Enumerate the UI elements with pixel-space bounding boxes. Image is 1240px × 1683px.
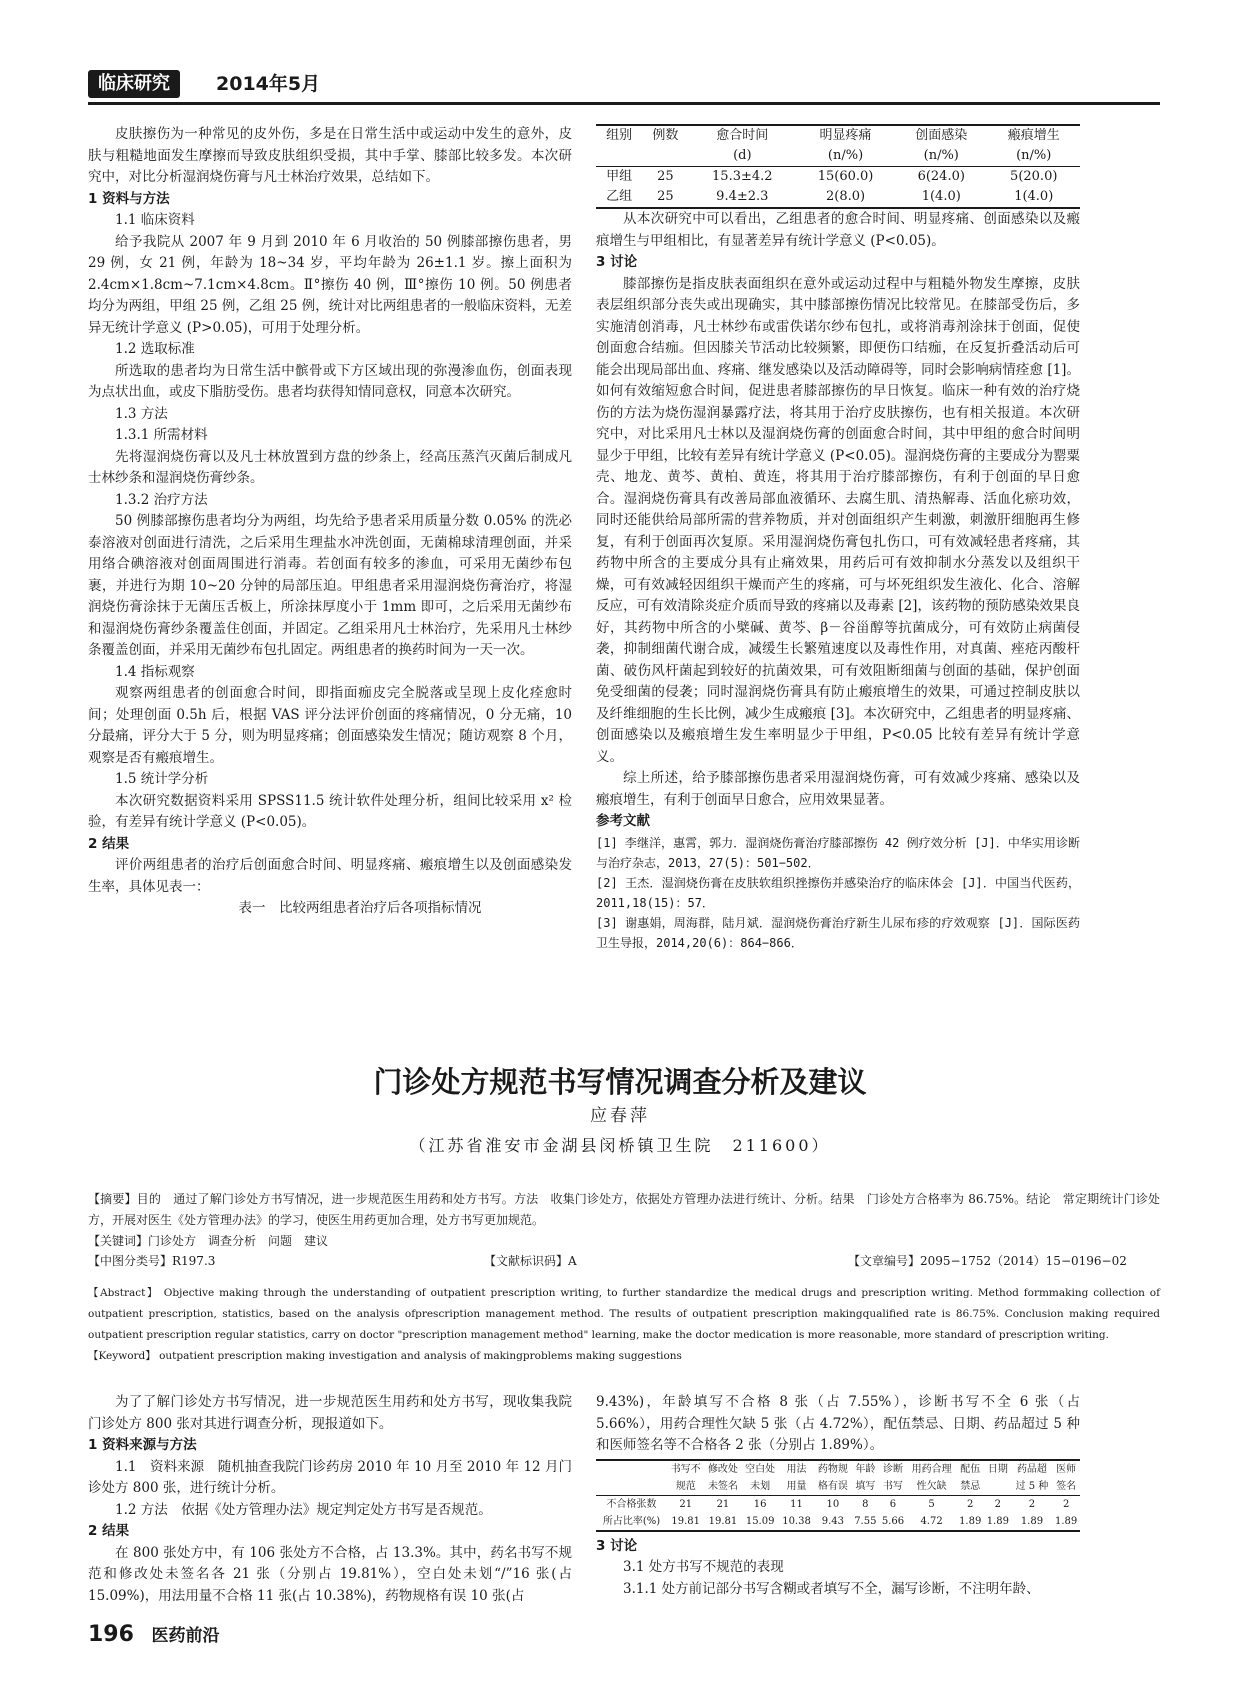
- table-header-cell: 明显疼痛: [796, 125, 895, 146]
- table-cell: 2: [967, 1498, 974, 1510]
- table-cell: 19.81: [704, 1513, 741, 1531]
- table-header-cell: 年龄: [852, 1460, 880, 1478]
- table-cell: 10: [826, 1498, 840, 1510]
- section-heading: 1 资料来源与方法: [88, 1437, 197, 1453]
- table-cell: 5.66: [879, 1513, 907, 1531]
- table-cell: 15.09: [742, 1513, 779, 1531]
- paragraph: 在 800 张处方中，有 106 张处方不合格，占 13.3%。其中，药名书写不规范和修改处未签名各 21 张（分别占 19.81%），空白处未划“/”16 张(占 15.09%)，用法用量不合格 11 张(占 10.38%)，药物规格有误 10 张(占: [88, 1544, 572, 1604]
- subsection-heading: 1.3.1 所需材料: [115, 427, 208, 443]
- table-row: [596, 187, 1080, 208]
- table-cell: 1.89: [1052, 1513, 1080, 1531]
- table-header-cell: 日期: [984, 1460, 1012, 1478]
- section-heading: 参考文献: [596, 813, 650, 829]
- page-footer: [88, 1621, 220, 1647]
- paragraph: 评价两组患者的治疗后创面愈合时间、明显疼痛、瘢痕增生以及创面感染发生率，具体见表一：: [88, 857, 572, 895]
- table-header-cell: 性欠缺: [907, 1478, 957, 1496]
- paragraph: 从本次研究中可以看出，乙组患者的愈合时间、明显疼痛、创面感染以及瘢痕增生与甲组相比，有显著差异有统计学意义 (P<0.05)。: [596, 211, 1080, 249]
- paragraph: 本次研究数据资料采用 SPSS11.5 统计软件处理分析，组间比较采用 x² 检验，有差异有统计学意义 (P<0.05)。: [88, 792, 572, 830]
- paragraph: 3.1 处方书写不规范的表现: [623, 1559, 784, 1575]
- section-heading: 3 讨论: [596, 1537, 638, 1554]
- keywords-en: 【Keyword】 outpatient prescription making investigation and analysis of makingproblems making suggestions: [88, 1350, 682, 1362]
- table-header-cell: 医师: [1052, 1460, 1080, 1478]
- page-number: 196: [88, 1622, 134, 1647]
- table-header-cell: [596, 1478, 667, 1496]
- table-cell: 21: [679, 1498, 693, 1510]
- article-number: 【文章编号】2095−1752（2014）15−0196−02: [848, 1254, 1127, 1268]
- paragraph: 综上所述，给予膝部擦伤患者采用湿润烧伤膏，可有效减少疼痛、感染以及瘢痕增生，有利于创面早日愈合，应用效果显著。: [596, 770, 1080, 808]
- section-heading: 2 结果: [88, 835, 130, 852]
- reference-item: [2] 王杰．湿润烧伤膏在皮肤软组织挫擦伤并感染治疗的临床体会 [J]．中国当代医药，2011,18(15)：57．: [596, 875, 1080, 910]
- table-cell: 2: [1062, 1498, 1070, 1510]
- table-cell: 1(4.0): [895, 187, 987, 208]
- table-header-cell: 规范: [667, 1478, 704, 1496]
- section-tag: 临床研究: [88, 70, 180, 98]
- paragraph: 为了了解门诊处方书写情况，进一步规范医生用药和处方书写，现收集我院门诊处方 800 张对其进行调查分析，现报道如下。: [88, 1394, 572, 1432]
- table-header-cell: [596, 1460, 667, 1478]
- table-row: [596, 1513, 1080, 1531]
- table-header-cell: 书写不: [667, 1460, 704, 1478]
- table-cell: 25: [657, 169, 674, 184]
- table-header-cell: 未签名: [704, 1478, 741, 1496]
- keywords-cn: 【关键词】门诊处方 调查分析 问题 建议: [88, 1234, 329, 1248]
- table-cell: 1(4.0): [987, 187, 1080, 208]
- paragraph: 膝部擦伤是指皮肤表面组织在意外或运动过程中与粗糙外物发生摩擦，皮肤表层组织部分丧失或出现确实，其中膝部擦伤情况比较常见。在膝部受伤后，多实施清创消毒，凡士林纱布或雷佚诺尔纱布包扎，或将消毒剂涂抹于创面，促使创面愈合结痂。但因膝关节活动比较频繁，即便伤口结痂，在反复折叠活动后可能会出现局部出血、疼痛、继发感染以及活动障碍等，同时会影响病情痊愈 [1]。如何有效缩短愈合时间，促进患者膝部擦伤的早日恢复。临床一种有效的治疗烧伤的方法为烧伤湿润暴露疗法，将其用于治疗皮肤擦伤，也有相关报道。本次研究中，对比采用凡士林以及湿润烧伤膏的创面愈合时间，其中甲组的愈合时间明显少于甲组，比较有差异有统计学意义 (P<0.05)。湿润烧伤膏的主要成分为罂粟壳、地龙、黄芩、黄柏、黄连，将其用于治疗膝部擦伤，有利于创面的早日愈合。湿润烧伤膏具有改善局部血液循环、去腐生肌、清热解毒、活血化瘀功效，同时还能供给局部所需的营养物质，并对创面组织产生刺激，刺激肝细胞再生修复，有利于创面再次复原。采用湿润烧伤膏包扎伤口，可有效减轻患者疼痛，其药物中所含的主要成分具有止痛效果，用药后可有效抑制水分蒸发以及组织干燥，可有效减轻因组织干燥而产生的疼痛，可与坏死组织发生液化、化合、溶解反应，可有效清除炎症介质而导致的疼痛以及毒素 [2]，该药物的预防感染效果良好，其药物中所含的小檗碱、黄芩、β－谷甾醇等抗菌成分，可有效防止病菌侵袭，抑制细菌代谢合成，减缓生长繁殖速度以及毒性作用，对真菌、痤疮丙酸杆菌、破伤风杆菌起到较好的抗菌效果，可有效阻断细菌与创面的基础，保护创面免受细菌的侵袭；同时湿润烧伤膏具有防止瘢痕增生的效果，可通过控制皮肤以及纤维细胞的生长比例，减少生成瘢痕 [3]。本次研究中，乙组患者的明显疼痛、创面感染以及瘢痕增生发生率明显少于甲组，P<0.05 比较有差异有统计学意义。: [596, 275, 1080, 765]
- subsection-heading: 1.4 指标观察: [115, 663, 195, 680]
- table-cell: 10.38: [779, 1513, 815, 1531]
- table-header-cell: 例数: [642, 125, 688, 146]
- header-rule: [88, 102, 1160, 105]
- table-caption: 表一 比较两组患者治疗后各项指标情况: [238, 900, 482, 916]
- table-header-cell: 组别: [596, 125, 642, 146]
- paragraph: 皮肤擦伤为一种常见的皮外伤，多是在日常生活中或运动中发生的意外，皮肤与粗糙地面发生摩擦而导致皮肤组织受损，其中手掌、膝部比较多发。本次研究中，对比分析湿润烧伤膏与凡士林治疗效果，总结如下。: [88, 126, 572, 185]
- results-table: [596, 124, 1080, 209]
- reference-list: [596, 833, 1080, 953]
- reference-item: [3] 谢惠娟，周海群，陆月斌．湿润烧伤膏治疗新生儿尿布疹的疗效观察 [J]．国际医药卫生导报，2014,20(6)：864−866．: [596, 915, 1080, 950]
- table-header-cell: 空白处: [742, 1460, 779, 1478]
- section-heading: 1 资料与方法: [88, 190, 170, 207]
- table-cell: 6(24.0): [917, 169, 965, 184]
- table-cell: 6: [889, 1498, 897, 1510]
- table-header-cell: 诊断: [879, 1460, 907, 1478]
- table-header-cell: 未划: [742, 1478, 779, 1496]
- table-cell: 1.89: [984, 1513, 1012, 1531]
- table-cell: 乙组: [596, 187, 642, 208]
- table-header-cell: 瘢痕增生: [987, 125, 1080, 146]
- article2-left-column: [88, 1392, 572, 1607]
- subsection-heading: 1.1 临床资料: [115, 212, 195, 228]
- table-cell: 16: [753, 1498, 767, 1510]
- table-cell: 15.3±4.2: [712, 169, 773, 184]
- paragraph: 3.1.1 处方前记部分书写含糊或者填写不全，漏写诊断，不注明年龄、: [623, 1580, 1040, 1597]
- table-header-cell: (n/%): [987, 146, 1080, 167]
- table-cell: 1.89: [1012, 1513, 1053, 1531]
- table-header-cell: [642, 146, 688, 167]
- table-cell: 21: [716, 1498, 730, 1510]
- table-header-cell: 格有误: [814, 1478, 851, 1496]
- page-header: [88, 68, 1160, 102]
- article1-right-column: [596, 124, 1080, 953]
- table-header-cell: 用药合理: [907, 1460, 957, 1478]
- table-cell: 1.89: [956, 1513, 984, 1531]
- table-header-cell: 书写: [879, 1478, 907, 1496]
- table-cell: 15(60.0): [817, 169, 874, 184]
- paragraph: 所选取的患者均为日常生活中髌骨或下方区域出现的弥漫渗血伤，创面表现为点状出血，或皮下脂肪受伤。患者均获得知情同意权，同意本次研究。: [88, 362, 572, 400]
- table-header-cell: [596, 146, 642, 167]
- table-cell: 2: [994, 1498, 1002, 1510]
- section-heading: 2 结果: [88, 1523, 130, 1539]
- paragraph: 50 例膝部擦伤患者均分为两组，均先给予患者采用质量分数 0.05% 的洗必泰溶液对创面进行清洗，之后采用生理盐水冲洗创面，无菌棉球清理创面，并采用络合碘溶液对创面周围进行消毒。若创面有较多的渗血，可采用无菌纱布包裹，并进行为期 10~20 分钟的局部压迫。甲组患者采用湿润烧伤膏治疗，将湿润烧伤膏涂抹于无菌压舌板上，所涂抹厚度小于 1mm 即可，之后采用无菌纱布和湿润烧伤膏纱条覆盖住创面，并固定。乙组采用凡士林治疗，先采用凡士林纱条覆盖创面，并采用无菌纱布包扎固定。两组患者的换药时间为一天一次。: [88, 513, 572, 658]
- table-cell: 9.4±2.3: [689, 187, 797, 208]
- table-cell: 2(8.0): [796, 187, 895, 208]
- table-cell: 8: [862, 1498, 869, 1510]
- document-code: 【文献标识码】A: [484, 1254, 577, 1268]
- table-cell: 19.81: [667, 1513, 704, 1531]
- paragraph: 1.1 资料来源 随机抽查我院门诊药房 2010 年 10 月至 2010 年 12 月门诊处方 800 张，进行统计分析。: [88, 1458, 572, 1496]
- table-row: [596, 167, 1080, 188]
- paragraph: 9.43%)，年龄填写不合格 8 张（占 7.55%），诊断书写不全 6 张（占 5.66%），用药合理性欠缺 5 张（占 4.72%），配伍禁忌、日期、药品超过 5 种和医师签名等不合格各 2 张（分别占 1.89%）。: [596, 1394, 1080, 1453]
- table-cell: 5(20.0): [1010, 169, 1058, 184]
- table-header-cell: 过 5 种: [1012, 1478, 1053, 1496]
- clc-number: 【中图分类号】R197.3: [88, 1254, 216, 1268]
- section-heading: 3 讨论: [596, 254, 638, 270]
- paragraph: 先将湿润烧伤膏以及凡士林放置到方盘的纱条上，经高压蒸汽灭菌后制成凡士林纱条和湿润烧伤膏纱条。: [88, 448, 572, 486]
- classification-row: [88, 1252, 1160, 1272]
- paragraph: 1.2 方法 依据《处方管理办法》规定判定处方书写是否规范。: [115, 1501, 492, 1518]
- table-header-cell: (n/%): [895, 146, 987, 167]
- subsection-heading: 1.3.2 治疗方法: [115, 491, 208, 508]
- journal-name: 医药前沿: [151, 1626, 220, 1646]
- subsection-heading: 1.5 统计学分析: [115, 771, 209, 787]
- table-header-cell: 填写: [852, 1478, 880, 1496]
- table-cell: 11: [790, 1498, 803, 1510]
- table-header-cell: 禁忌: [956, 1478, 984, 1496]
- table-header-cell: [984, 1478, 1012, 1496]
- table-header-cell: 愈合时间: [689, 125, 797, 146]
- table-cell: 4.72: [907, 1513, 957, 1531]
- table-header-cell: 药品超: [1012, 1460, 1053, 1478]
- prescription-table: [596, 1459, 1080, 1532]
- table-header-cell: (n/%): [796, 146, 895, 167]
- table-cell: 不合格张数: [606, 1498, 657, 1510]
- paragraph: 观察两组患者的创面愈合时间，即指面痂皮完全脱落或呈现上皮化痊愈时间；处理创面 0.5h 后，根据 VAS 评分法评价创面的疼痛情况，0 分无痛，10 分最痛，评分大于 5 分，则为明显疼痛；创面感染发生情况；随访观察 8 个月，观察是否有瘢痕增生。: [88, 685, 572, 766]
- table-header-cell: (d): [689, 146, 797, 167]
- issue-date: 2014年5月: [216, 73, 321, 95]
- table-header-cell: 药物规: [814, 1460, 851, 1478]
- table-header-cell: 配伍: [956, 1460, 984, 1478]
- table-cell: 2: [1028, 1498, 1036, 1510]
- table-header-cell: 签名: [1052, 1478, 1080, 1496]
- article1-left-column: [88, 124, 572, 920]
- article2-affiliation: （江苏省淮安市金湖县闵桥镇卫生院 211600）: [409, 1136, 831, 1155]
- table-header-cell: 用量: [779, 1478, 815, 1496]
- abstract-cn: 【摘要】目的 通过了解门诊处方书写情况，进一步规范医生用药和处方书写。方法 收集门诊处方，依据处方管理办法进行统计、分析。结果 门诊处方合格率为 86.75%。结论 常定期统计门诊处方，开展对医生《处方管理办法》的学习，使医生用药更加合理，处方书写更加规范。: [88, 1192, 1160, 1227]
- table-cell: 7.55: [852, 1513, 880, 1531]
- subsection-heading: 1.2 选取标准: [115, 341, 195, 357]
- subsection-heading: 1.3 方法: [115, 405, 168, 422]
- table-cell: 9.43: [814, 1513, 851, 1531]
- article2-author: 应春萍: [590, 1106, 650, 1126]
- table-cell: 所占比率(%): [596, 1513, 667, 1531]
- table-row: [596, 1495, 1080, 1513]
- table-header-cell: 创面感染: [895, 125, 987, 146]
- english-abstract: [88, 1283, 1160, 1367]
- table-cell: 5: [928, 1498, 935, 1510]
- table-header-cell: 用法: [779, 1460, 815, 1478]
- table-header-cell: 修改处: [704, 1460, 741, 1478]
- abstract-en: 【Abstract】 Objective making through the understanding of outpatient prescription writing, to further standardize the medical drugs and prescription writing. Method formmaking collection of outpatient prescription, statistics, based on the analysis ofprescription management method. The results of outpatient prescription makingqualified rate is 86.75%. Conclusion making required outpatient prescription regular statistics, carry on doctor "prescription management method" learning, make the doctor medication is more reasonable, more standard of prescription writing.: [88, 1287, 1160, 1341]
- article2-right-column: [596, 1392, 1080, 1600]
- chinese-abstract: [88, 1189, 1160, 1252]
- table-cell: 甲组: [606, 169, 633, 184]
- article2-title: 门诊处方规范书写情况调查分析及建议: [373, 1065, 867, 1099]
- table-cell: 25: [642, 187, 688, 208]
- reference-item: [1] 李继洋，惠霄，郭力．湿润烧伤膏治疗膝部擦伤 42 例疗效分析 [J]．中华实用诊断与治疗杂志，2013，27(5)：501−502．: [596, 835, 1080, 870]
- paragraph: 给予我院从 2007 年 9 月到 2010 年 6 月收治的 50 例膝部擦伤患者，男 29 例，女 21 例，年龄为 18~34 岁，平均年龄为 26±1.1 岁。擦上面积为 2.4cm×1.8cm~7.1cm×4.8cm。Ⅱ°擦伤 40 例，Ⅲ°擦伤 10 例。50 例患者均分为两组，甲组 25 例，乙组 25 例，统计对比两组患者的一般临床资料，无差异无统计学意义 (P>0.05)，可用于处理分析。: [88, 233, 572, 336]
